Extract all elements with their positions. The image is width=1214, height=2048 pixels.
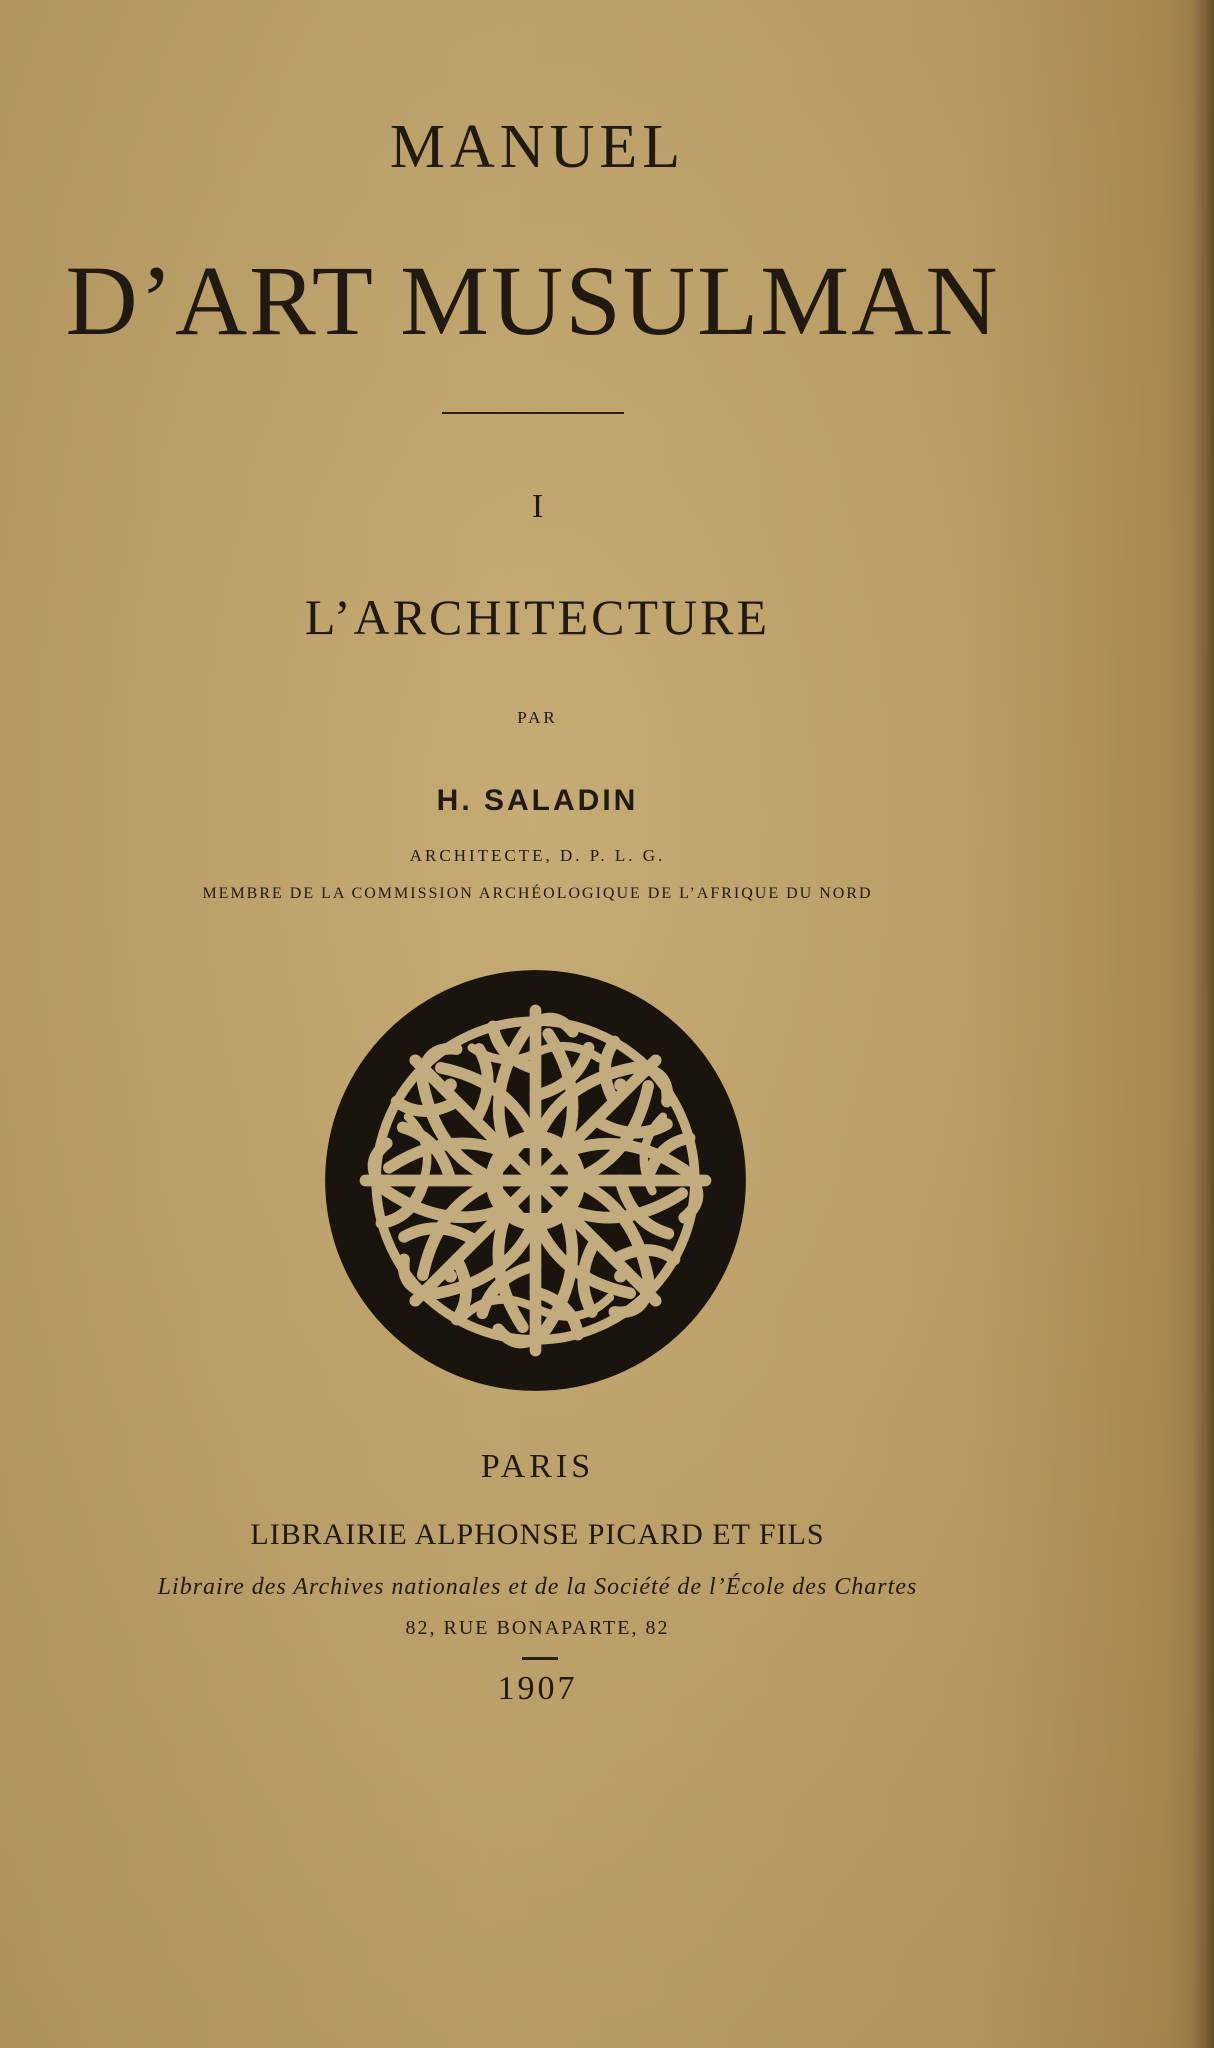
author-membership: MEMBRE DE LA COMMISSION ARCHÉOLOGIQUE DE L’AFRIQUE DU NORD xyxy=(202,885,873,902)
author-name: H. SALADIN xyxy=(436,784,639,817)
calligraphic-medallion-icon xyxy=(323,968,748,1393)
title-line-1: MANUEL xyxy=(389,113,686,181)
imprint-publisher: LIBRAIRIE ALPHONSE PICARD ET FILS xyxy=(250,1518,825,1551)
author-credentials: ARCHITECTE, D. P. L. G. xyxy=(409,846,666,865)
page-edge-shadow xyxy=(1192,0,1214,2048)
imprint-tagline: Libraire des Archives nationales et de la Société de l’École des Chartes xyxy=(157,1574,918,1600)
imprint-year: 1907 xyxy=(497,1670,578,1707)
subtitle: L’ARCHITECTURE xyxy=(304,589,771,645)
imprint-address: 82, RUE BONAPARTE, 82 xyxy=(405,1617,670,1639)
title-line-2: D’ART MUSULMAN xyxy=(65,245,1000,356)
year-divider xyxy=(522,1657,558,1660)
imprint-city: PARIS xyxy=(480,1448,595,1485)
volume-number: I xyxy=(531,488,544,525)
title-divider xyxy=(442,412,624,414)
by-label: PAR xyxy=(517,708,558,727)
